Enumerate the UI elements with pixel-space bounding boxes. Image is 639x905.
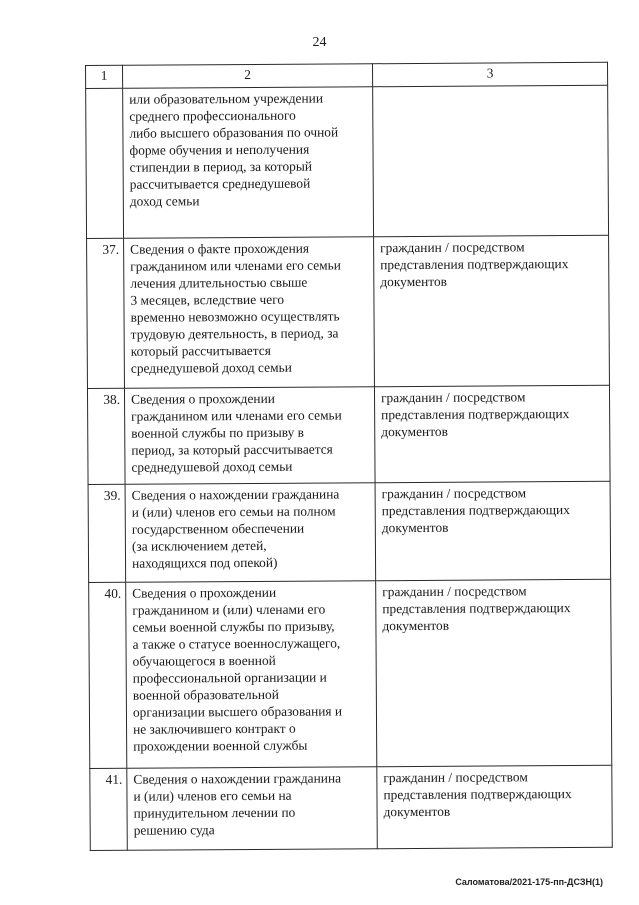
row-number: 37. — [87, 238, 125, 388]
row-number — [86, 88, 124, 238]
table-row — [87, 385, 610, 484]
row-source — [373, 85, 609, 236]
table-row — [88, 481, 611, 582]
page-number: 24 — [312, 35, 327, 50]
table-row — [90, 765, 612, 850]
row-source: гражданин / посредством представления подтверждающих документов — [376, 579, 612, 766]
row-description: Сведения о факте прохождения гражданином или членами его семьи лечения длительностью свыше 3 месяцев, вследствие чего временно невозможно осуществлять трудовую деятельность, в период, за который рассчитывается среднедушевой доход семьи — [124, 237, 375, 389]
document-table — [85, 62, 613, 851]
row-source: гражданин / посредством представления подтверждающих документов — [375, 481, 611, 580]
row-source: гражданин / посредством представления подтверждающих документов — [374, 385, 610, 482]
row-number: 38. — [87, 388, 125, 484]
row-description: Сведения о нахождении гражданина и (или) членов его семьи на полном государственном обеспечении (за исключением детей, находящихся под опекой) — [125, 483, 376, 583]
row-description: Сведения о прохождении гражданином и (или) членами его семьи военной службы по призыву, а также о статусе военнослужащего, обучающегося в военной профессиональной организации и военной образовательной организации высшего образования и не заключившего контракт о прохождении военной службы — [126, 581, 377, 769]
table-row — [89, 579, 612, 768]
column-header-1: 1 — [86, 65, 123, 88]
row-description: Сведения о прохождении гражданином или членами его семьи военной службы по призыву в период, за который рассчитывается среднедушевой доход семьи — [124, 387, 375, 485]
table-row — [86, 85, 609, 238]
column-header-3: 3 — [372, 62, 607, 86]
document-footer-code: Саломатова/2021-175-пп-ДСЗН(1) — [455, 877, 603, 887]
row-source: гражданин / посредством представления подтверждающих документов — [374, 235, 610, 386]
column-header-2: 2 — [123, 64, 373, 89]
row-number: 40. — [89, 582, 127, 768]
row-description: или образовательном учреждении среднего профессионального либо высшего образования по очной форме обучения и неполучения стипендии в период, за который рассчитывается среднедушевой доход семьи — [123, 87, 374, 239]
table-header-row — [86, 62, 608, 88]
row-number: 39. — [88, 484, 126, 582]
row-source: гражданин / посредством представления подтверждающих документов — [377, 765, 612, 848]
row-description: Сведения о нахождении гражданина и (или) членов его семьи на принудительном лечении по решению суда — [127, 767, 377, 851]
table-row — [87, 235, 610, 388]
row-number: 41. — [90, 768, 128, 850]
